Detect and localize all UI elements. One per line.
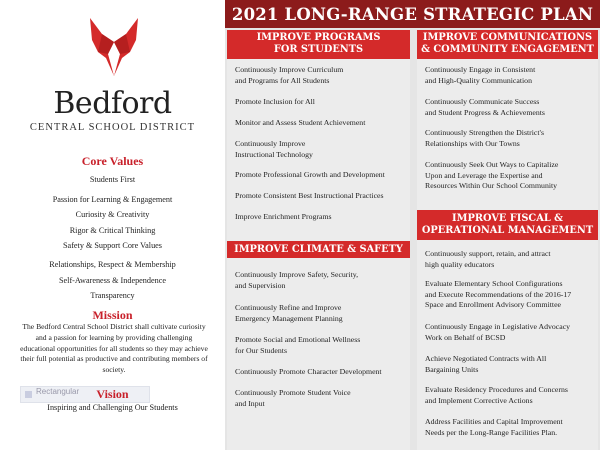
list-item: Evaluate Elementary School Configurations and Execute Recommendations of the 2016-17 Space and Enrollment Advisory Committee [425,279,572,310]
list-item: Continuously Engage in Consistent and High-Quality Communication [425,65,536,85]
district-subtitle: CENTRAL SCHOOL DISTRICT [29,122,196,133]
list-item: Evaluate Residency Procedures and Concerns and Implement Corrective Actions [425,385,568,405]
list-item: Continuously Improve Instructional Technology [235,139,313,159]
core-value-item: Transparency [90,291,135,301]
list-item: Promote Inclusion for All [235,97,315,106]
communications-header-line1: IMPROVE COMMUNICATIONS [422,32,593,43]
core-value-item: Safety & Support Core Values [63,241,162,251]
core-value-item: Students First [89,175,136,184]
core-value-item: Rigor & Critical Thinking [69,225,156,235]
list-item: Promote Consistent Best Instructional Practices [235,191,384,200]
list-item: Continuously Strengthen the District's Relationships with Our Towns [425,128,545,148]
fiscal-header [417,210,598,240]
list-item: Continuously Promote Character Development [235,367,382,376]
vision-text: Inspiring and Challenging Our Students [47,403,178,412]
list-item: Achieve Negotiated Contracts with All Bargaining Units [425,354,547,374]
programs-header [227,30,410,59]
list-item: Continuously Improve Safety, Security, and Supervision [235,270,359,290]
list-item: Continuously Engage in Legislative Advocacy Work on Behalf of BCSD [425,322,571,342]
list-item: Continuously Promote Student Voice and Input [235,388,351,408]
left-panel [0,0,225,450]
list-item: Continuously Refine and Improve Emergency Management Planning [235,303,343,323]
fiscal-header-line2: OPERATIONAL MANAGEMENT [421,224,594,236]
core-value-item: Curiosity & Creativity [75,210,150,220]
communications-header [417,30,598,59]
mission-text: The Bedford Central School District shall cultivate curiosity and a passion for learning by providing challenging educational opportunities for all students so they may achieve their full potential as productive and contributing members of society. [20,322,208,375]
plan-banner-title: 2021 LONG-RANGE STRATEGIC PLAN [225,0,600,28]
fiscal-header-line1: IMPROVE FISCAL & [452,213,563,224]
tooltip-label: Rectangular [36,387,80,396]
mission-title: Mission [92,308,133,322]
vision-title: Vision [96,387,129,401]
list-item: Continuously Communicate Success and Student Progress & Achievements [425,97,545,117]
list-item: Promote Professional Growth and Development [235,170,385,179]
programs-climate-column [227,30,410,450]
list-item: Continuously Seek Out Ways to Capitalize Upon and Leverage the Expertise and Resources Within Our School Community [425,160,559,191]
list-item: Improve Enrichment Programs [235,212,332,221]
climate-header [227,241,410,258]
list-item: Continuously support, retain, and attract high quality educators [425,249,551,269]
core-value-item: Self-Awareness & Independence [58,275,166,285]
list-item: Address Facilities and Capital Improvement Needs per the Long-Range Facilities Plan. [425,417,563,437]
list-item: Continuously Improve Curriculum and Programs for All Students [235,65,344,85]
programs-header-line2: FOR STUDENTS [273,43,364,55]
core-value-item: Relationships, Respect & Membership [49,259,176,269]
district-name: Bedford [53,86,172,121]
list-item: Monitor and Assess Student Achievement [235,118,366,127]
core-values-list [0,172,225,304]
communications-header-line2: & COMMUNITY ENGAGEMENT [421,43,594,55]
core-values-title: Core Values [81,154,144,168]
district-brand [0,88,225,133]
list-item: Promote Social and Emotional Wellness for Our Students [235,335,361,355]
fox-logo-icon [78,14,150,86]
programs-header-line1: IMPROVE PROGRAMS [256,32,381,43]
strategic-plan-panel [225,0,600,450]
core-value-item: Passion for Learning & Engagement [52,194,173,204]
climate-header-line1: IMPROVE CLIMATE & SAFETY [234,244,403,255]
